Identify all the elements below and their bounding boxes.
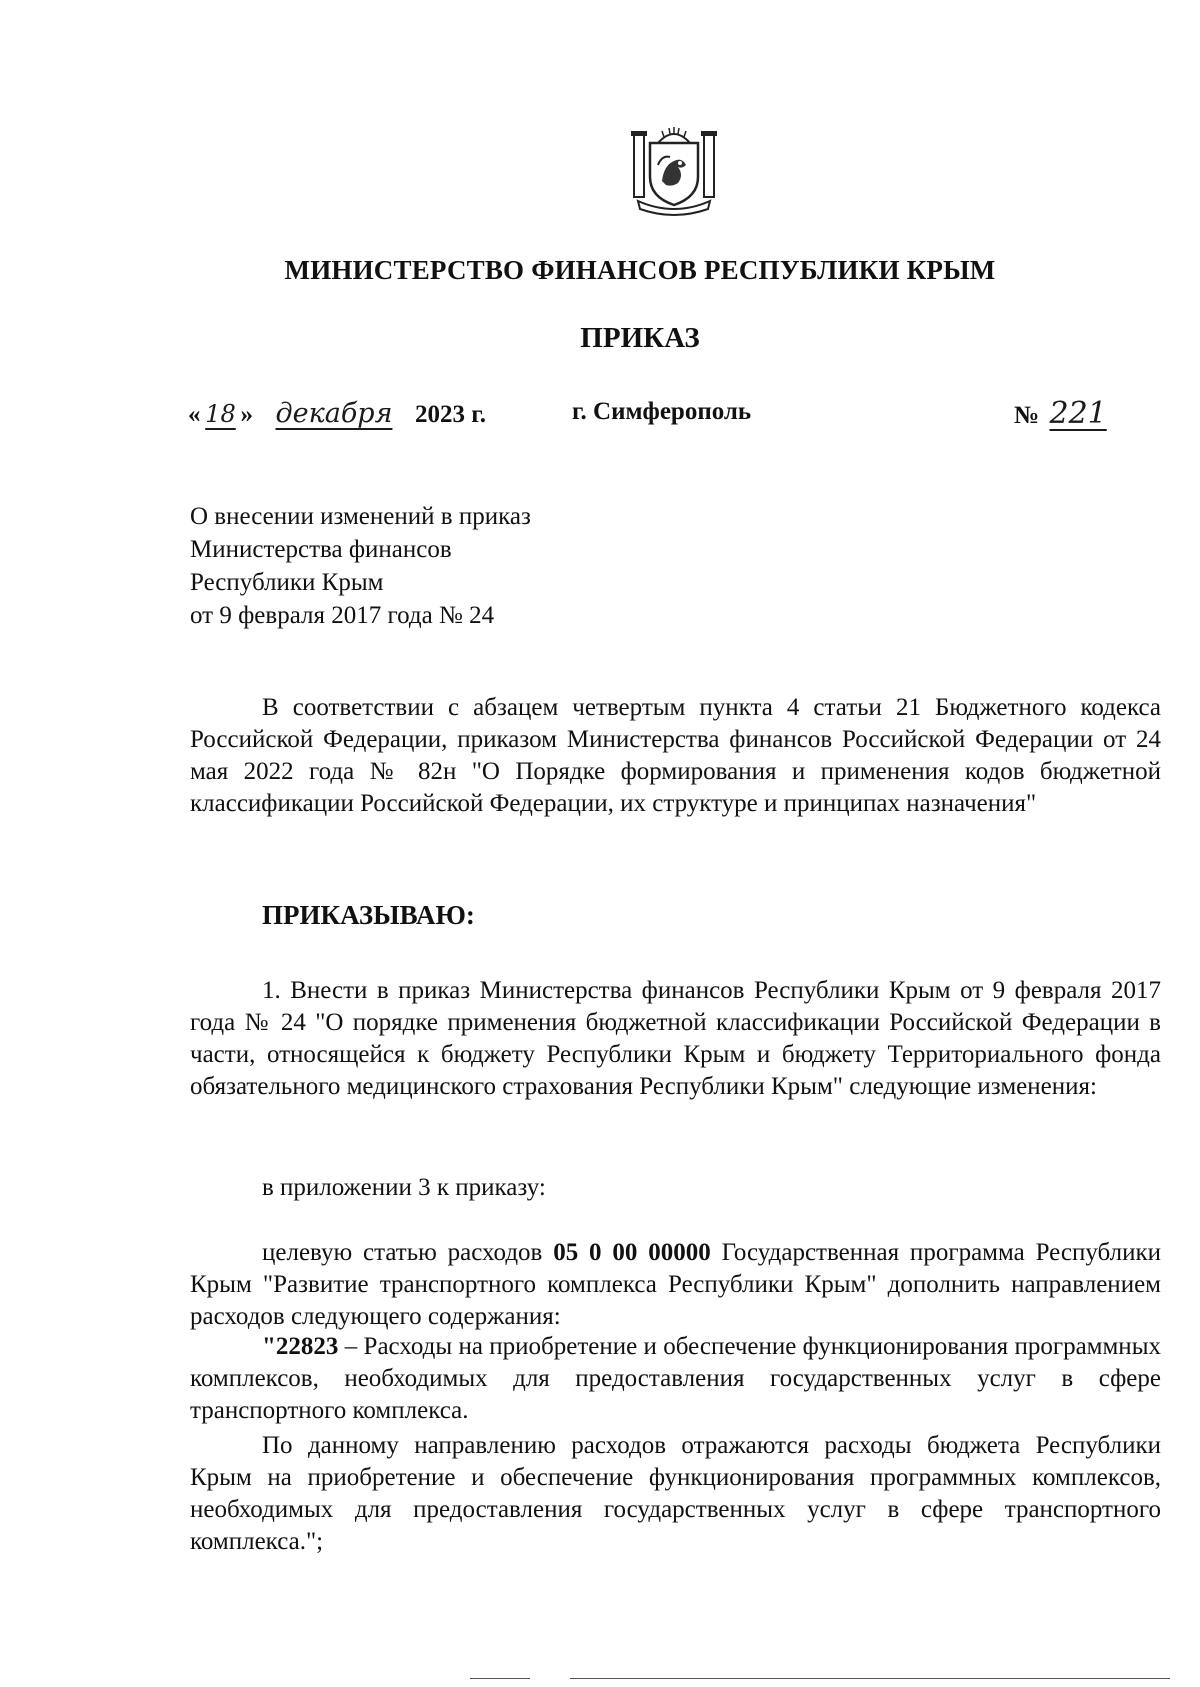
direction-open-quote: " [262, 1333, 276, 1360]
order-year: 2023 г. [415, 401, 487, 428]
order-number [1014, 396, 1117, 431]
handwritten-day: 18 [205, 400, 236, 428]
crimea-coat-of-arms-icon [628, 125, 720, 217]
footer-divider-gap [530, 1674, 570, 1682]
subject-line: Республики Крым [190, 569, 384, 596]
document-type-title: ПРИКАЗ [580, 322, 700, 354]
appendix-reference: в приложении 3 к приказу: [262, 1174, 546, 1201]
order-subject [190, 500, 531, 632]
order-date [188, 398, 486, 429]
subject-line: О внесении изменений в приказ [190, 503, 531, 530]
target-suffix: Государственная программа Республики Крым "Развитие транспортного комплекса Республики Крым" дополнить направлением расходов следующего содержания: [190, 1239, 1161, 1330]
direction-note-paragraph: По данному направлению расходов отражаются расходы бюджета Республики Крым на приобретение и обеспечение функционирования программных комплексов, необходимых для предоставления государственных услуг в сфере транспортного комплекса."; [190, 1432, 1161, 1555]
item-1-paragraph: 1. Внести в приказ Министерства финансов Республики Крым от 9 февраля 2017 года № 24 "О порядке применения бюджетной классификации Российской Федерации в части, относящейся к бюджету Республики Крым и бюджету Территориального фонда обязательного медицинского страхования Республики Крым" следующие изменения: [190, 977, 1161, 1100]
direction-code: 22823 [275, 1333, 339, 1360]
subject-line: от 9 февраля 2017 года № 24 [190, 602, 495, 629]
handwritten-month: декабря [275, 398, 393, 429]
date-close-quote: » [240, 401, 253, 428]
date-open-quote: « [188, 401, 201, 428]
target-prefix: целевую статью расходов [262, 1239, 554, 1266]
target-article-paragraph [190, 1237, 1161, 1333]
handwritten-order-number: 221 [1049, 396, 1107, 431]
number-sign: № [1014, 402, 1040, 429]
order-city: г. Симферополь [572, 398, 752, 425]
footer-divider [470, 1678, 1170, 1682]
direction-text: – Расходы на приобретение и обеспечение функционирования программных комплексов, необходимых для предоставления государственных услуг в сфере транспортного комплекса. [190, 1333, 1161, 1424]
command-heading: ПРИКАЗЫВАЮ: [262, 900, 475, 930]
ministry-name: МИНИСТЕРСТВО ФИНАНСОВ РЕСПУБЛИКИ КРЫМ [284, 255, 996, 285]
subject-line: Министерства финансов [190, 536, 452, 563]
target-code: 05 0 00 00000 [553, 1239, 711, 1266]
direction-paragraph [190, 1331, 1161, 1427]
preamble-paragraph: В соответствии с абзацем четвертым пункта 4 статьи 21 Бюджетного кодекса Российской Федерации, приказом Министерства финансов Российской Федерации от 24 мая 2022 года № 82н "О Порядке формирования и применения кодов бюджетной классификации Российской Федерации, их структуре и принципах назначения" [190, 694, 1161, 817]
